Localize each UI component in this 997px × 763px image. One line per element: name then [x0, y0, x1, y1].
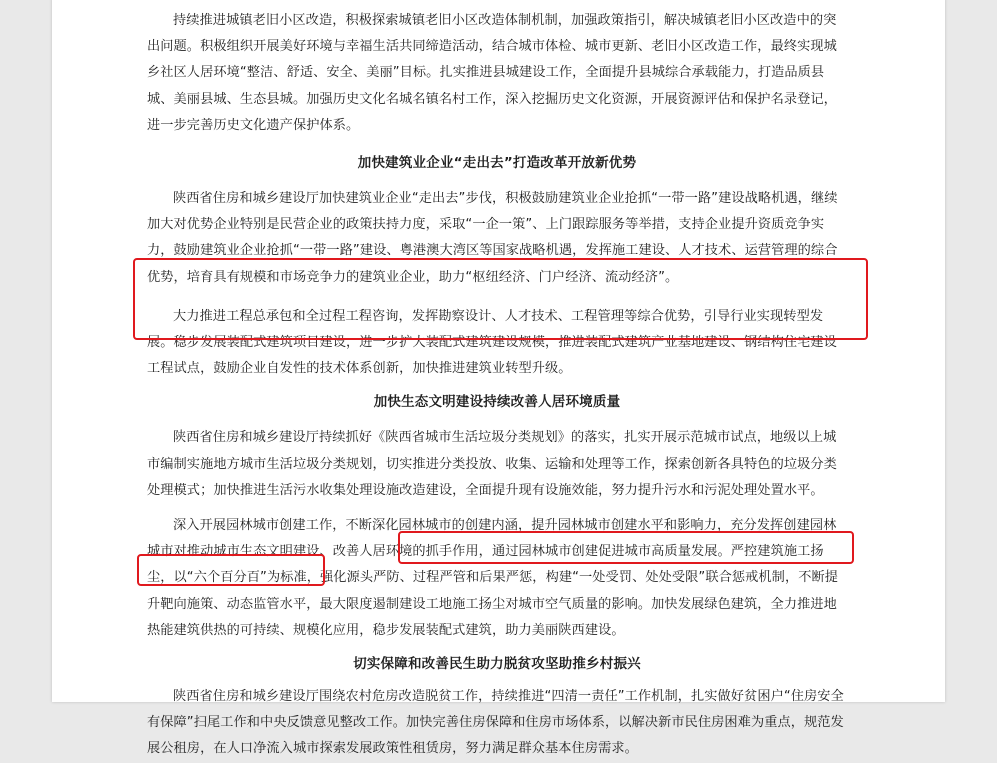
section-heading: 切实保障和改善民生助力脱贫攻坚助推乡村振兴	[353, 656, 641, 673]
paragraph: 陕西省住房和城乡建设厅加快建筑业企业“走出去”步伐，积极鼓励建筑业企业抢抓“一带一路”建设战略机遇，继续加大对优势企业特别是民营企业的政策扶持力度，采取“一企一策”、上门跟踪服务等举措，支持企业提升资质竞争实力，鼓励建筑业企业抢抓“一带一路”建设、粤港澳大湾区等国家战略机遇，发挥施工建设、人才技术、运营管理的综合优势，培育具有规模和市场竞争力的建筑业企业，助力“枢纽经济、门户经济、流动经济”。	[147, 191, 838, 285]
document-page	[52, 0, 945, 757]
document-content	[147, 8, 847, 763]
paragraph: 持续推进城镇老旧小区改造，积极探索城镇老旧小区改造体制机制，加强政策指引，解决城镇老旧小区改造中的突出问题。积极组织开展美好环境与幸福生活共同缔造活动，结合城市体检、城市更新、老旧小区改造工作，最终实现城乡社区人居环境“整洁、舒适、安全、美丽”目标。扎实推进县城建设工作，全面提升县城综合承载能力，打造品质县城、美丽县城、生态县城。加强历史文化名城名镇名村工作，深入挖掘历史文化资源，开展资源评估和保护名录登记，进一步完善历史文化遗产保护体系。	[147, 13, 837, 133]
paragraph: 大力推进工程总承包和全过程工程咨询，发挥勘察设计、人才技术、工程管理等综合优势，引导行业实现转型发展。稳步发展装配式建筑项目建设，进一步扩大装配式建筑建设规模，推进装配式建筑产业基地建设、钢结构住宅建设工程试点，鼓励企业自发性的技术体系创新，加快推进建筑业转型升级。	[147, 308, 837, 377]
section-heading: 加快建筑业企业“走出去”打造改革开放新优势	[357, 155, 637, 172]
paragraph: 陕西省住房和城乡建设厅持续抓好《陕西省城市生活垃圾分类规划》的落实，扎实开展示范城市试点，地级以上城市编制实施地方城市生活垃圾分类规划，切实推进分类投放、收集、运输和处理等工作，探索创新各具特色的垃圾分类处理模式；加快推进生活污水收集处理设施改造建设，全面提升现有设施效能，努力提升污水和污泥处理处置水平。	[147, 430, 837, 498]
paragraph: 深入开展园林城市创建工作，不断深化园林城市的创建内涵，提升园林城市创建水平和影响力，充分发挥创建园林城市对推动城市生态文明建设、改善人居环境的抓手作用，通过园林城市创建促进城市高质量发展。严控建筑施工扬尘，以“六个百分百”为标准，强化源头严防、过程严管和后果严惩，构建“一处受罚、处处受限”联合惩戒机制，不断提升靶向施策、动态监管水平，最大限度遏制建设工地施工扬尘对城市空气质量的影响。加快发展绿色建筑，全力推进地热能建筑供热的可持续、规模化应用，稳步发展装配式建筑，助力美丽陕西建设。	[147, 518, 839, 638]
paragraph: 陕西省住房和城乡建设厅围绕农村危房改造脱贫工作，持续推进“四清一责任”工作机制，扎实做好贫困户“住房安全有保障”扫尾工作和中央反馈意见整改工作。加快完善住房保障和住房市场体系，以解决新市民住房困难为重点，规范发展公租房，在人口净流入城市探索发展政策性租赁房，努力满足群众基本住房需求。	[147, 689, 844, 757]
section-heading: 加快生态文明建设持续改善人居环境质量	[373, 394, 621, 411]
